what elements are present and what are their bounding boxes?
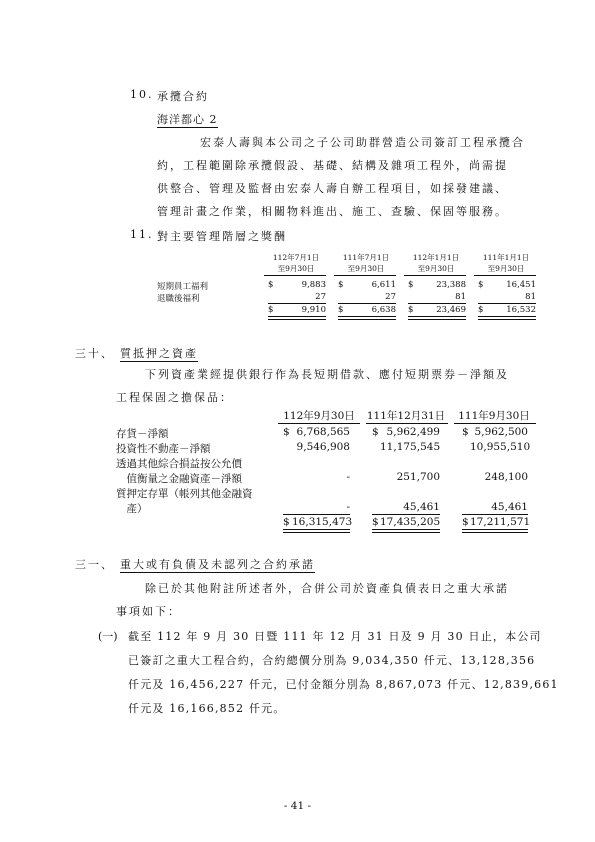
section-31-item-line: 仟元及 16,166,852 仟元。	[128, 702, 286, 715]
comp-total-value: 16,532	[506, 305, 536, 315]
pledged-total-value: 17,211,571	[470, 516, 531, 528]
pledged-value: 45,461	[403, 501, 440, 513]
section-10-para-line: 約，工程範圍除承攬假設、基礎、結構及雜項工程外，尚需提	[157, 159, 508, 172]
section-31-item-line: 仟元及 16,456,227 仟元，已付金額分別為 8,867,073 仟元、12,839,661	[128, 678, 559, 691]
comp-row-label: 退職後福利	[157, 294, 200, 304]
comp-total-currency: $	[338, 305, 344, 315]
section-31-item-line: 截至 112 年 9 月 30 日暨 111 年 12 月 31 日及 9 月 30 日止，本公司	[128, 630, 542, 643]
section-31-number: 三一、	[75, 558, 114, 571]
comp-col-header-line2: 至9月30日	[417, 264, 455, 273]
pledged-value: 251,700	[396, 471, 440, 483]
comp-currency: $	[338, 280, 344, 290]
pledged-total-value: 17,435,205	[380, 516, 441, 528]
pledged-value: -	[346, 471, 350, 483]
section-30-para-line: 下列資產業經提供銀行作為長短期借款、應付短期票券－淨額及	[145, 368, 509, 381]
comp-col-header-line2: 至9月30日	[277, 264, 315, 273]
pledged-value: 6,768,565	[296, 426, 350, 438]
pledged-total-currency: $	[372, 516, 379, 528]
comp-total-currency: $	[268, 305, 274, 315]
comp-total-value: 6,638	[371, 305, 396, 315]
pledged-currency: $	[462, 426, 469, 438]
section-31-title: 重大或有負債及未認列之合約承諾	[120, 558, 315, 571]
section-10-para-line: 管理計畫之作業，相關物料進出、施工、查驗、保固等服務。	[157, 205, 508, 218]
pledged-currency: $	[372, 426, 379, 438]
comp-value: 27	[315, 292, 326, 302]
pledged-value: 45,461	[491, 501, 528, 513]
comp-value: 81	[455, 292, 466, 302]
pledged-value: 5,962,499	[386, 426, 440, 438]
comp-row-label: 短期員工福利	[157, 282, 209, 292]
pledged-row-label: 投資性不動產－淨額	[116, 443, 211, 455]
pledged-currency: $	[283, 426, 290, 438]
pledged-row-label: 存貨－淨額	[116, 428, 169, 440]
pledged-total-currency: $	[283, 516, 290, 528]
section-10-number: 10.	[130, 88, 154, 101]
comp-total-currency: $	[478, 305, 484, 315]
pledged-value: 9,546,908	[296, 441, 350, 453]
pledged-value: 11,175,545	[380, 441, 441, 453]
section-30-title: 質抵押之資產	[120, 347, 198, 360]
comp-currency: $	[408, 280, 414, 290]
pledged-value: 5,962,500	[474, 426, 528, 438]
page-number: - 41 -	[283, 800, 312, 812]
pledged-row-label: 值衡量之金融資產－淨額	[116, 473, 242, 485]
comp-col-header-line2: 至9月30日	[487, 264, 525, 273]
section-10-para-line: 宏泰人壽與本公司之子公司助群營造公司簽訂工程承攬合	[200, 136, 525, 149]
pledged-row-label: 透過其他綜合損益按公允價	[116, 458, 242, 470]
section-31-para-line: 除已於其他附註所述者外，合併公司於資產負債表日之重大承諾	[145, 582, 509, 595]
section-11-title: 對主要管理階層之獎酬	[157, 230, 287, 243]
comp-total-value: 9,910	[301, 305, 326, 315]
comp-col-header-line1: 111年7月1日	[342, 253, 390, 262]
pledged-col-header: 111年12月31日	[366, 410, 446, 422]
comp-value: 9,883	[301, 280, 326, 290]
section-11-number: 11.	[130, 228, 154, 241]
pledged-row-label: 質押定存單（帳列其他金融資	[116, 488, 253, 500]
section-10-para-line: 供整合、管理及監督由宏泰人壽自辦工程項目，如採發建議、	[157, 182, 508, 195]
pledged-col-header: 112年9月30日	[283, 410, 355, 422]
section-10-title: 承攬合約	[157, 90, 209, 103]
pledged-row-label: 產）	[116, 503, 148, 515]
section-31-item-line: 已簽訂之重大工程合約，合約總價分別為 9,034,350 仟元、13,128,356	[128, 654, 536, 667]
comp-value: 6,611	[371, 280, 396, 290]
comp-total-value: 23,469	[436, 305, 466, 315]
section-31-para-line: 事項如下：	[116, 605, 181, 618]
comp-value: 81	[525, 292, 536, 302]
comp-col-header-line2: 至9月30日	[347, 264, 385, 273]
section-31-item-number: (一)	[98, 630, 118, 643]
pledged-total-value: 16,315,473	[292, 516, 353, 528]
comp-value: 23,388	[436, 280, 466, 290]
comp-value: 27	[385, 292, 396, 302]
comp-value: 16,451	[506, 280, 536, 290]
pledged-total-currency: $	[462, 516, 469, 528]
comp-col-header-line1: 112年7月1日	[272, 253, 320, 262]
comp-col-header-line1: 112年1月1日	[412, 253, 460, 262]
comp-total-currency: $	[408, 305, 414, 315]
pledged-col-header: 111年9月30日	[458, 410, 530, 422]
section-10-subtitle: 海洋都心 2	[157, 113, 218, 126]
comp-col-header-line1: 111年1月1日	[482, 253, 530, 262]
comp-currency: $	[478, 280, 484, 290]
pledged-value: -	[346, 501, 350, 513]
comp-currency: $	[268, 280, 274, 290]
section-30-para-line: 工程保固之擔保品：	[116, 391, 233, 404]
pledged-value: 248,100	[484, 471, 528, 483]
pledged-value: 10,955,510	[470, 441, 531, 453]
section-30-number: 三十、	[75, 347, 114, 360]
